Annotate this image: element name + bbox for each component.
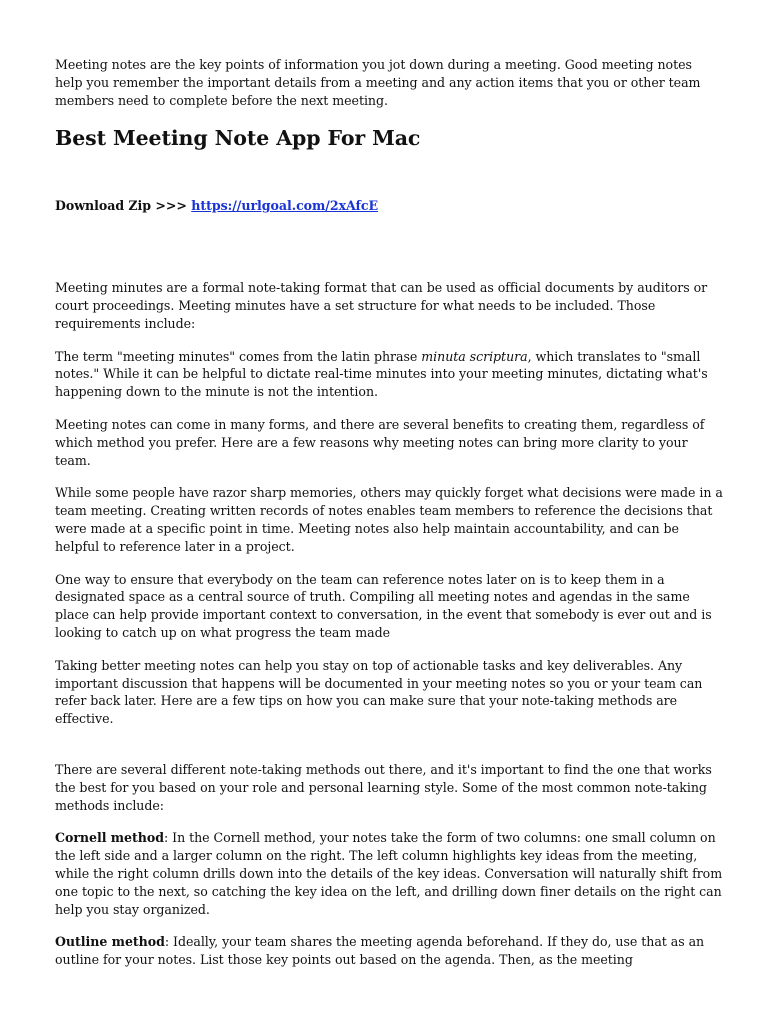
paragraph-source-of-truth: One way to ensure that everybody on the team can reference notes later on is to keep them in a designated space as a central source of truth. Compiling all meeting notes and agendas in the same place can help provide important context to conversation, in the event that somebody is ever out and is looking to catch up on what progress the team made: [55, 571, 712, 640]
cornell-label: Cornell method: [55, 830, 164, 846]
download-label: Download Zip >>>: [55, 198, 192, 214]
paragraph-outline-method: Outline method: Ideally, your team shares the meeting agenda beforehand. If they do, use that as an outline for your notes. List those key points out based on the agenda. Then, as the meeting: [55, 934, 705, 968]
paragraph-minuta-scriptura: The term "meeting minutes" comes from the latin phrase minuta scriptura, which translates to "small notes." While it can be helpful to dictate real-time minutes into your meeting minutes, dictating what's happening down to the minute is not the intention.: [55, 348, 708, 400]
paragraph-methods: There are several different note-taking methods out there, and it's important to find the one that works the best for you based on your role and personal learning style. Some of the most common note-taking methods include:: [55, 761, 712, 813]
paragraph-forms: Meeting notes can come in many forms, and there are several benefits to creating them, regardless of which method you prefer. Here are a few reasons why meeting notes can bring more clarity to your team.: [55, 416, 705, 468]
outline-label: Outline method: [55, 934, 165, 950]
download-line: [55, 197, 723, 215]
paragraph-cornell-method: Cornell method: In the Cornell method, your notes take the form of two columns: one small column on the left side and a larger column on the right. The left column highlights key ideas from the meeting, while the right column drills down into the details of the key ideas. Conversation will naturally shift from one topic to the next, so catching the key idea on the left, and drilling down finer details on the right can help you stay organized.: [55, 830, 723, 917]
paragraph-memories: While some people have razor sharp memories, others may quickly forget what decisions were made in a team meeting. Creating written records of notes enables team members to reference the decisions that were made at a specific point in time. Meeting notes also help maintain accountability, and can be helpful to reference later in a project.: [55, 485, 723, 554]
paragraph-meeting-minutes: Meeting minutes are a formal note-taking format that can be used as official documents by auditors or court proceedings. Meeting minutes have a set structure for what needs to be included. Those requirements include:: [55, 280, 708, 331]
download-link[interactable]: https://urlgoal.com/2xAfcE: [191, 198, 379, 214]
intro-paragraph: Meeting notes are the key points of information you jot down during a meeting. Good meeting notes help you remember the important details from a meeting and any action items that you or other team members need to complete before the next meeting.: [55, 57, 701, 108]
paragraph-better-notes: Taking better meeting notes can help you stay on top of actionable tasks and key deliverables. Any important discussion that happens will be documented in your meeting notes so you or your team can refer back later. Here are a few tips on how you can make sure that your note-taking methods are effective.: [55, 657, 703, 727]
italic-phrase: minuta scriptura: [421, 348, 528, 364]
page-title: Best Meeting Note App For Mac: [55, 126, 421, 151]
document-page: [55, 56, 723, 969]
